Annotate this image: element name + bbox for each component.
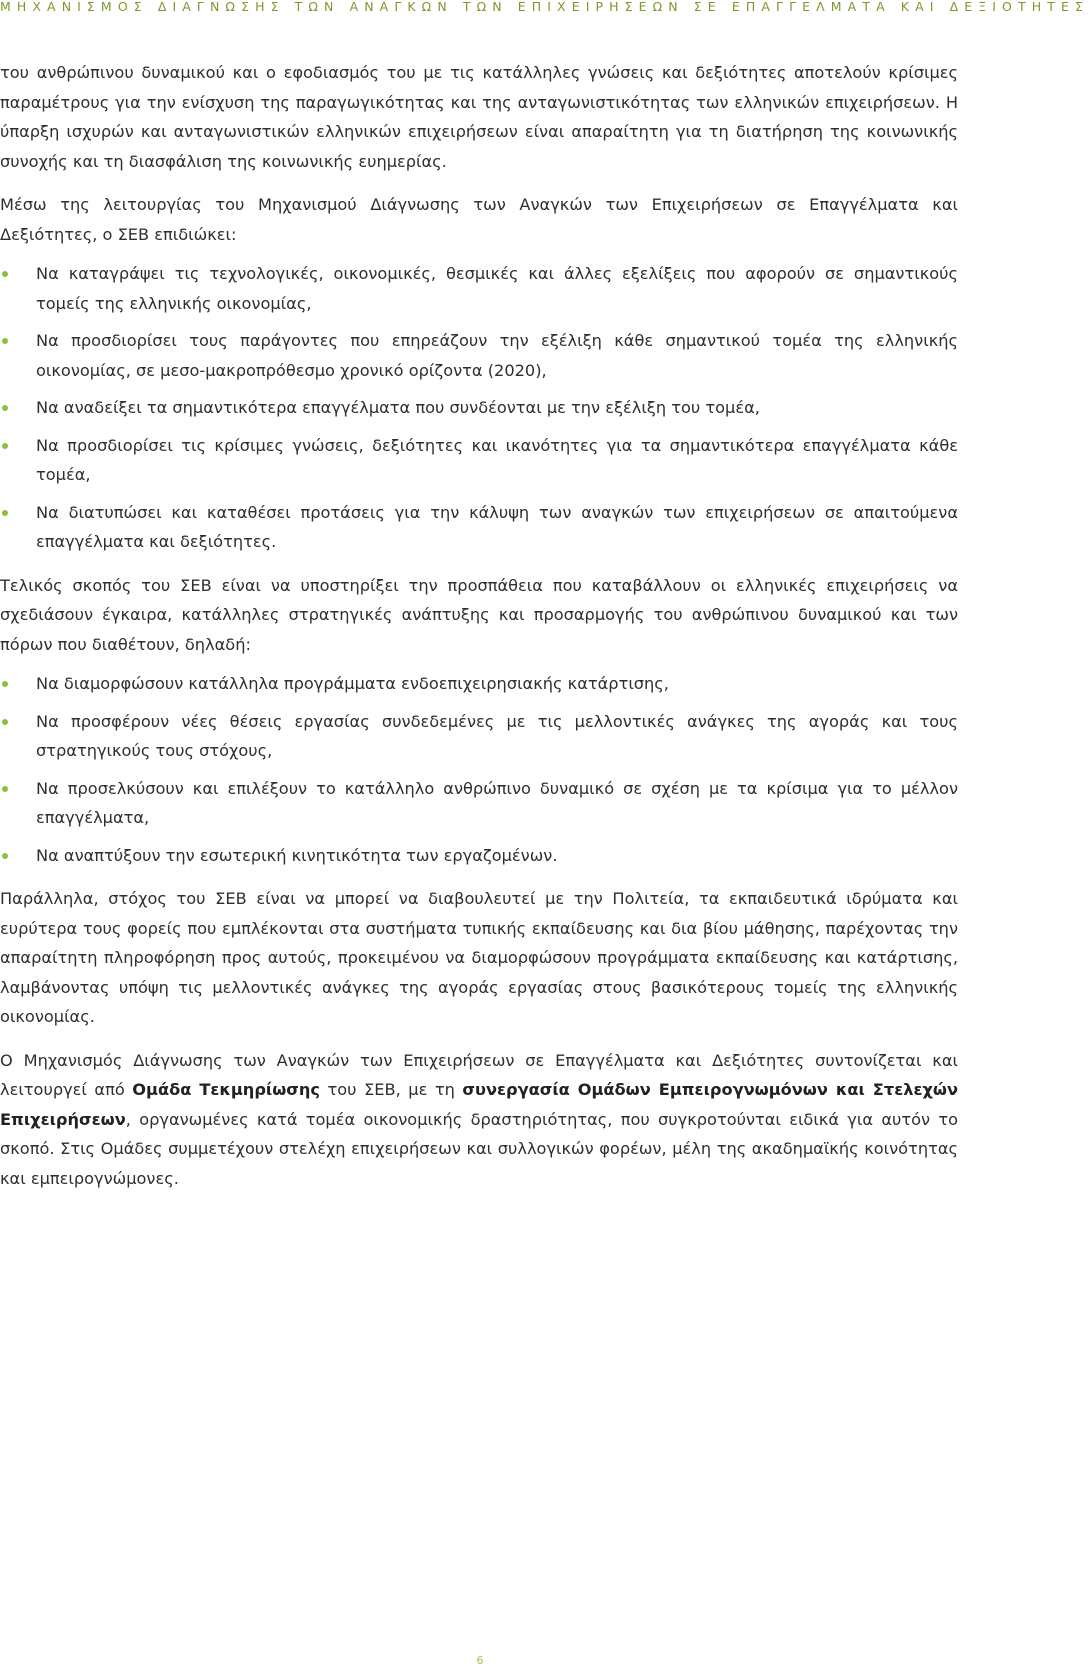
section1-lead: Μέσω της λειτουργίας του Μηχανισμού Διάγνωσης των Αναγκών των Επιχειρήσεων σε Επαγγέλματα και Δεξιότητες, ο ΣΕΒ επιδιώκει: [0,195,958,244]
running-header: ΜΗΧΑΝΙΣΜΟΣ ΔΙΑΓΝΩΣΗΣ ΤΩΝ ΑΝΑΓΚΩΝ ΤΩΝ ΕΠΙΧΕΙΡΗΣΕΩΝ ΣΕ ΕΠΑΓΓΕΛΜΑΤΑ ΚΑΙ ΔΕΞΙΟΤΗΤΕΣ [0,0,1089,14]
list-item: Να καταγράψει τις τεχνολογικές, οικονομικές, θεσμικές και άλλες εξελίξεις που αφορούν σε σημαντικούς τομείς της ελληνικής οικονομίας, [0,259,958,318]
paragraph-coordination: Ο Μηχανισμός Διάγνωσης των Αναγκών των Επιχειρήσεων σε Επαγγέλματα και Δεξιότητες συντονίζεται και λειτουργεί από Ομάδα Τεκμηρίωσης του ΣΕΒ, με τη συνεργασία Ομάδων Εμπειρογνωμόνων και Στελεχών Επιχειρήσεων, οργανωμένες κατά τομέα οικονομικής δραστηριότητας, που συγκροτούνται ειδικά για αυτόν το σκοπό. Στις Ομάδες συμμετέχουν στελέχη επιχειρήσεων και συλλογικών φορέων, μέλη της ακαδημαϊκής κοινότητας και εμπειρογνώμονες. [0,1050,958,1188]
section1-list [0,259,958,557]
bullet-icon [2,719,8,725]
section2-lead: Τελικός σκοπός του ΣΕΒ είναι να υποστηρίξει την προσπάθεια που καταβάλλουν οι ελληνικές επιχειρήσεις να σχεδιάσουν έγκαιρα, κατάλληλες στρατηγικές ανάπτυξης και προσαρμογής του ανθρώπινου δυναμικού και των πόρων που διαθέτουν, δηλαδή: [0,575,958,654]
list-item: Να προσδιορίσει τους παράγοντες που επηρεάζουν την εξέλιξη κάθε σημαντικού τομέα της ελληνικής οικονομίας, σε μεσο-μακροπρόθεσμο χρονικό ορίζοντα (2020), [0,326,958,385]
document-body [0,58,958,1193]
list-item: Να αναπτύξουν την εσωτερική κινητικότητα των εργαζομένων. [0,841,958,871]
bullet-icon [2,681,8,687]
bullet-icon [2,510,8,516]
intro-paragraph: του ανθρώπινου δυναμικού και ο εφοδιασμός του με τις κατάλληλες γνώσεις και δεξιότητες αποτελούν κρίσιμες παραμέτρους για την ενίσχυση της παραγωγικότητας και της ανταγωνιστικότητας των ελληνικών επιχειρήσεων. Η ύπαρξη ισχυρών και ανταγωνιστικών ελληνικών επιχειρήσεων είναι απαραίτητη για τη διατήρηση της κοινωνικής συνοχής και τη διασφάλιση της κοινωνικής ευημερίας. [0,63,958,171]
list-item: Να προσδιορίσει τις κρίσιμες γνώσεις, δεξιότητες και ικανότητες για τα σημαντικότερα επαγγέλματα κάθε τομέα, [0,431,958,490]
bullet-icon [2,338,8,344]
paragraph-cooperation: Παράλληλα, στόχος του ΣΕΒ είναι να μπορεί να διαβουλευτεί με την Πολιτεία, τα εκπαιδευτικά ιδρύματα και ευρύτερα τους φορείς που εμπλέκονται στα συστήματα τυπικής εκπαίδευσης και δια βίου μάθησης, παρέχοντας την απαραίτητη πληροφόρηση προς αυτούς, προκειμένου να διαμορφώσουν προγράμματα εκπαίδευσης και κατάρτισης, λαμβάνοντας υπόψη τις μελλοντικές ανάγκες της αγοράς εργασίας στους βασικότερους τομείς της ελληνικής οικονομίας. [0,889,958,1026]
bullet-icon [2,853,8,859]
bullet-icon [2,405,8,411]
bullet-icon [2,443,8,449]
section2-list [0,669,958,870]
list-item: Να αναδείξει τα σημαντικότερα επαγγέλματα που συνδέονται με την εξέλιξη του τομέα, [0,393,958,423]
list-item: Να διαμορφώσουν κατάλληλα προγράμματα ενδοεπιχειρησιακής κατάρτισης, [0,669,958,699]
list-item: Να προσελκύσουν και επιλέξουν το κατάλληλο ανθρώπινο δυναμικό σε σχέση με τα κρίσιμα για το μέλλον επαγγέλματα, [0,774,958,833]
list-item: Να διατυπώσει και καταθέσει προτάσεις για την κάλυψη των αναγκών των επιχειρήσεων σε απαιτούμενα επαγγέλματα και δεξιότητες. [0,498,958,557]
experts-bold: συνεργασία Ομάδων Εμπειρογνωμόνων και Στελεχών Επιχειρήσεων [0,1080,958,1129]
bullet-icon [2,786,8,792]
bullet-icon [2,271,8,277]
page-number: 6 [476,1654,484,1667]
team-name-bold: Ομάδα Τεκμηρίωσης [132,1080,321,1099]
list-item: Να προσφέρουν νέες θέσεις εργασίας συνδεδεμένες με τις μελλοντικές ανάγκες της αγοράς και τους στρατηγικούς τους στόχους, [0,707,958,766]
